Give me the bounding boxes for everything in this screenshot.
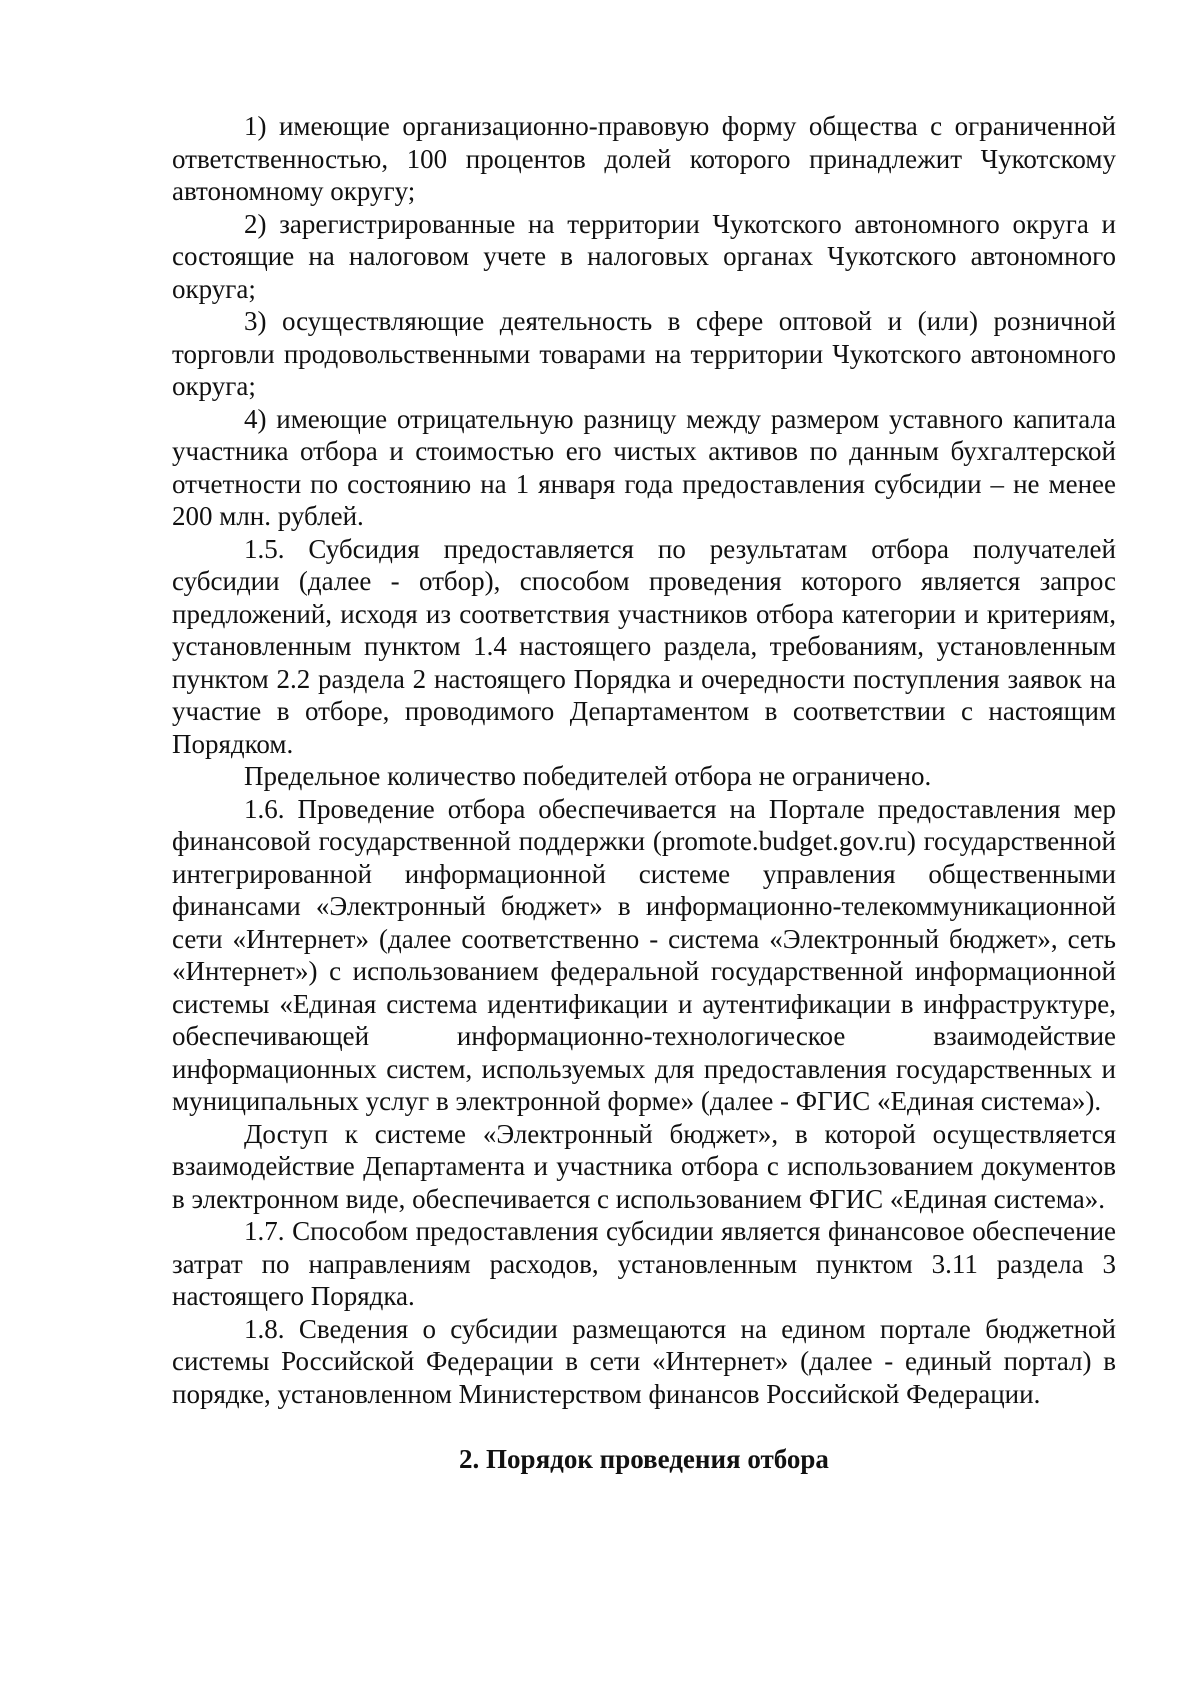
paragraph-winners-limit: Предельное количество победителей отбора не ограничено.	[244, 761, 932, 791]
paragraph-item-4: 4) имеющие отрицательную разницу между размером уставного капитала участника отбора и стоимостью его чистых активов по данным бухгалтерской отчетности по состоянию на 1 января года предоставления субсидии – не менее 200 млн. рублей.	[172, 403, 1116, 531]
paragraph-system-access: Доступ к системе «Электронный бюджет», в которой осуществляется взаимодействие Департамента и участника отбора с использованием документов в электронном виде, обеспечивается с использованием ФГИС «Единая система».	[172, 1118, 1116, 1214]
paragraph-item-3: 3) осуществляющие деятельность в сфере оптовой и (или) розничной торговли продовольственными товарами на территории Чукотского автономного округа;	[172, 306, 1116, 401]
paragraph-1-6: 1.6. Проведение отбора обеспечивается на Портале предоставления мер финансовой государственной поддержки (promote.budget.gov.ru) государственной интегрированной информационной системе управления общественными финансами «Электронный бюджет» в информационно-телекоммуникационной сети «Интернет» (далее соответственно - система «Электронный бюджет», сеть «Интернет») с использованием федеральной государственной информационной системы «Единая система идентификации и аутентификации в инфраструктуре, обеспечивающей информационно-технологическое взаимодействие информационных систем, используемых для предоставления государственных и муниципальных услуг в электронной форме» (далее - ФГИС «Единая система»).	[172, 793, 1116, 1116]
paragraph-item-2: 2) зарегистрированные на территории Чукотского автономного округа и состоящие на налоговом учете в налоговых органах Чукотского автономного округа;	[172, 208, 1116, 304]
document-page	[172, 110, 1116, 1476]
paragraph-1-5: 1.5. Субсидия предоставляется по результатам отбора получателей субсидии (далее - отбор), способом проведения которого является запрос предложений, исходя из соответствия участников отбора категории и критериям, установленным пунктом 1.4 настоящего раздела, требованиям, установленным пунктом 2.2 раздела 2 настоящего Порядка и очередности поступления заявок на участие в отборе, проводимого Департаментом в соответствии с настоящим Порядком.	[172, 533, 1116, 759]
paragraph-1-7: 1.7. Способом предоставления субсидии является финансовое обеспечение затрат по направлениям расходов, установленным пунктом 3.11 раздела 3 настоящего Порядка.	[172, 1216, 1116, 1311]
section-heading: 2. Порядок проведения отбора	[459, 1444, 829, 1474]
paragraph-1-8: 1.8. Сведения о субсидии размещаются на едином портале бюджетной системы Российской Федерации в сети «Интернет» (далее - единый портал) в порядке, установленном Министерством финансов Российской Федерации.	[172, 1313, 1116, 1409]
paragraph-item-1: 1) имеющие организационно-правовую форму общества с ограниченной ответственностью, 100 процентов долей которого принадлежит Чукотскому автономному округу;	[172, 111, 1116, 206]
